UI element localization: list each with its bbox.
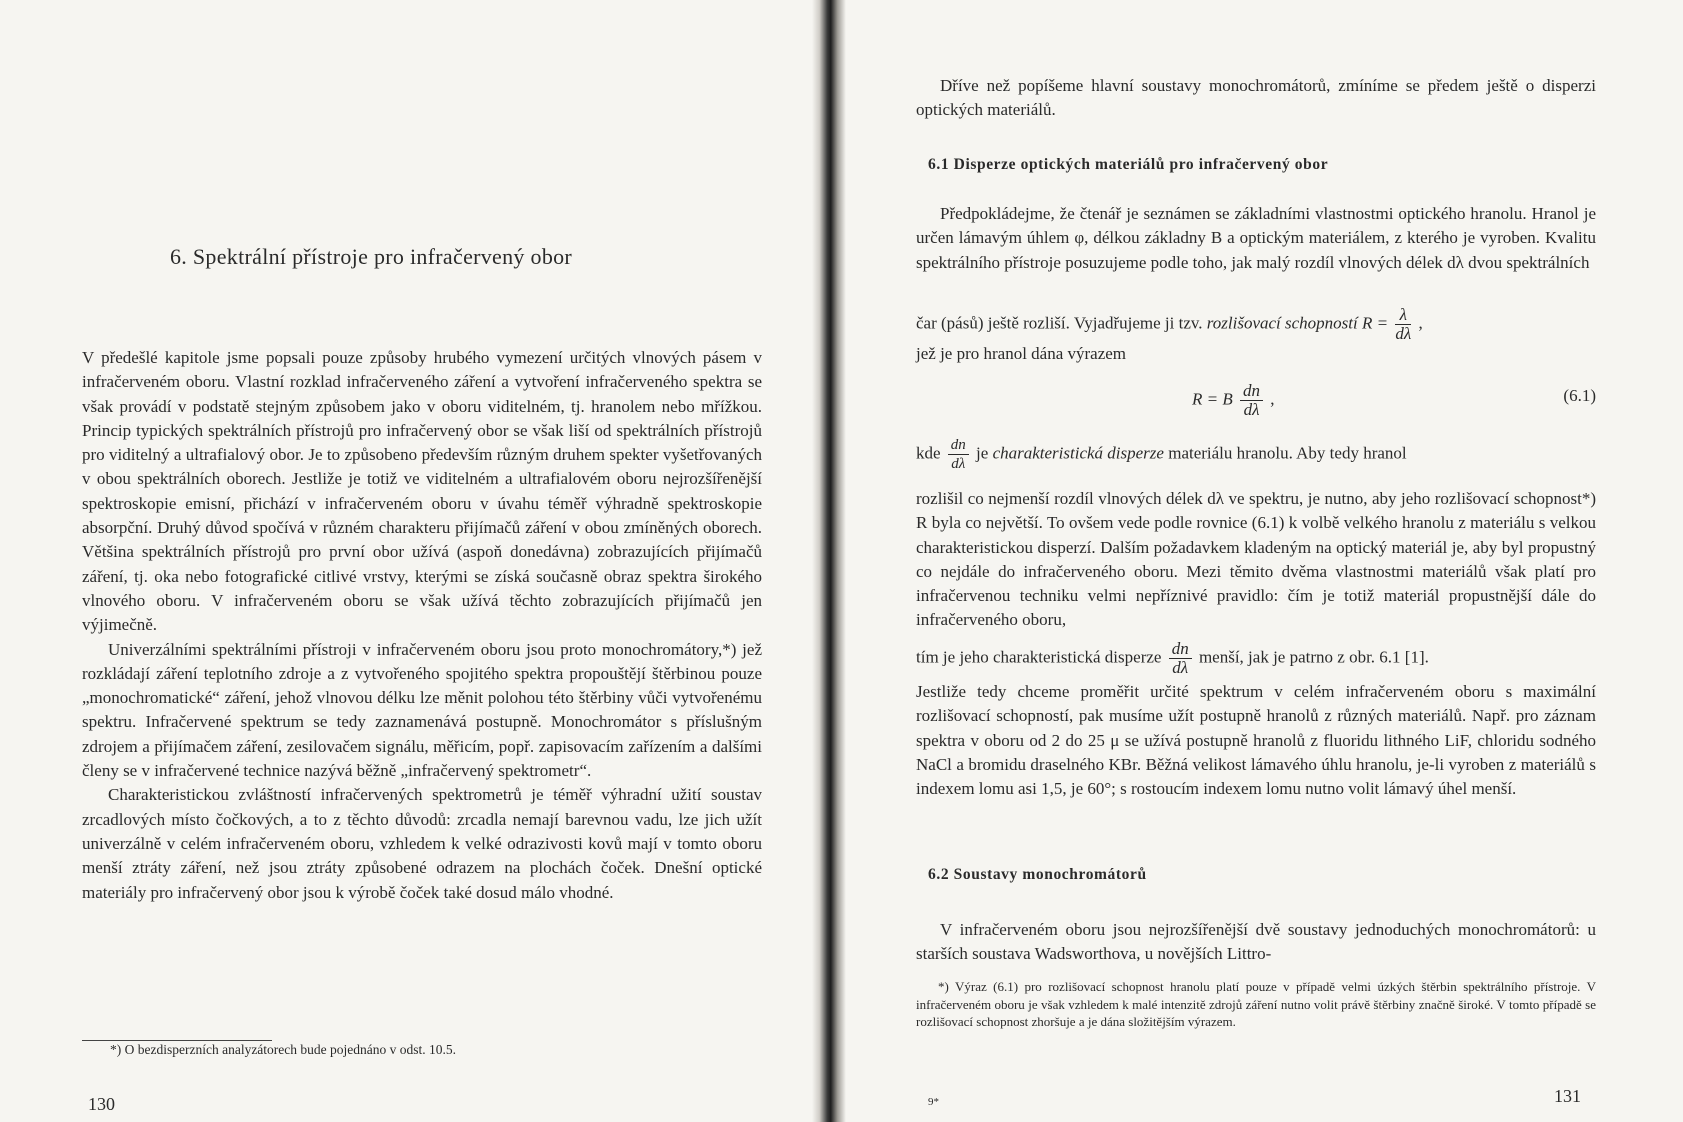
page-number-left: 130 bbox=[88, 1094, 115, 1114]
kde-je: je bbox=[976, 443, 989, 463]
resolving-text: čar (pásů) ještě rozliší. Vyjadřujeme ji tzv. bbox=[916, 313, 1203, 333]
lambda-num: λ bbox=[1395, 306, 1411, 325]
footnote-rule bbox=[82, 1040, 272, 1041]
right-paragraph-3: V infračerveném oboru jsou nejrozšířenější dvě soustavy jednoduchých monochromátorů: u starších soustava Wadsworthova, u novějších Littro- bbox=[916, 920, 1596, 964]
equation-lhs: R = B bbox=[1192, 389, 1233, 409]
resolving-term: rozlišovací schopností bbox=[1206, 313, 1358, 333]
kde-word: kde bbox=[916, 443, 941, 463]
resolving-power-line bbox=[916, 306, 1596, 343]
dn-den: dλ bbox=[1243, 400, 1260, 419]
lambda-den: dλ bbox=[1395, 324, 1412, 343]
dispersion-num: dn bbox=[1169, 640, 1192, 659]
kde-rest: materiálu hranolu. Aby tedy hranol bbox=[1168, 443, 1407, 463]
right-page bbox=[836, 0, 1683, 1122]
kde-body bbox=[916, 436, 1596, 473]
right-footnote: *) Výraz (6.1) pro rozlišovací schopnost hranolu platí pouze v případě velmi úzkých štěrbin spektrálního přístroje. V infračerveném oboru je však vzhledem k malé intenzitě zdrojů záření nutno volit právě štěrbiny značně široké. V tomto případě se rozlišovací schopnost zhoršuje a je dána složitějším výrazem. bbox=[916, 979, 1596, 1029]
left-paragraph-1: V předešlé kapitole jsme popsali pouze způsoby hrubého vymezení určitých vlnových pásem v infračerveném oboru. Vlastní rozklad infračerveného záření a vytvoření infračerveného spektra se však provádí v podstatě stejným způsobem jako v oboru viditelném, tj. hranolem nebo mřížkou. Princip typických spektrálních přístrojů pro infračervený obor se však liší od spektrálních přístrojů pro viditelný a ultrafialový obor. Je to způsobeno především různým druhem spekter vyšetřovaných v obou spektrálních oborech. Jestliže je totiž ve viditelném a ultrafialovém oboru nejrozšířenější spektroskopie emisní, přichází v infračerveném oboru v úvahu téměř výhradně spektroskopie absorpční. Druhý důvod spočívá v různém charakteru přijímačů záření v obou zmíněných oborech. Většina spektrálních přístrojů pro první obor užívá (aspoň donedávna) zobrazujících přijímačů záření, tj. oka nebo fotografické citlivé vrstvy, kterými se získá současně obraz spektra širokého vlnového oboru. V infračerveném oboru se však užívá těchto zobrazujících přijímačů jen výjimečně. bbox=[82, 348, 762, 635]
kde-dn-den: dλ bbox=[951, 456, 966, 472]
lambda-fraction bbox=[1395, 306, 1411, 343]
chapter-title: 6. Spektrální přístroje pro infračervený obor bbox=[170, 244, 573, 269]
section-6-2-title: 6.2 Soustavy monochromátorů bbox=[928, 866, 1147, 883]
dn-num: dn bbox=[1240, 382, 1263, 401]
equation-comma: , bbox=[1270, 389, 1275, 409]
resolving-comma: , bbox=[1418, 313, 1423, 333]
right-paragraph-1: Předpokládejme, že čtenář je seznámen se základními vlastnostmi optického hranolu. Hranol je určen lámavým úhlem φ, délkou základny B a optickým materiálem, z kterého je vyroben. Kvalitu spektrálního přístroje posuzujeme podle toho, jak malý rozdíl vlnových délek dλ dvou spektrálních bbox=[916, 204, 1596, 272]
dn-fraction bbox=[1240, 382, 1263, 419]
right-intro: Dříve než popíšeme hlavní soustavy monochromátorů, zmíníme se předem ještě o disperzi optických materiálů. bbox=[916, 76, 1596, 120]
left-paragraph-3: Charakteristickou zvláštností infračervených spektrometrů je téměř výhradní užití soustav zrcadlových místo čočkových, a to z těchto důvodů: zrcadla nemají barevnou vadu, lze jich užít univerzálně v celém infračerveném oboru, vzhledem k velké odrazivosti kovů mají v tomto oboru menší ztráty záření, než jsou ztráty způsobené odrazem na plochách čoček. Dnešní optické materiály pro infračervený obor jsou k výrobě čoček také dosud málo vhodné. bbox=[82, 785, 762, 902]
signature-mark: 9* bbox=[928, 1096, 939, 1108]
left-page bbox=[0, 0, 826, 1122]
left-footnote: *) O bezdisperzních analyzátorech bude pojednáno v odst. 10.5. bbox=[110, 1042, 457, 1057]
equation-number: (6.1) bbox=[1563, 386, 1596, 405]
right-paragraph-2a: rozlišil co nejmenší rozdíl vlnových délek dλ ve spektru, je nutno, aby jeho rozlišovací schopnost*) R byla co největší. To ovšem vede podle rovnice (6.1) k volbě velkého hranolu z materiálu s velkou charakteristickou disperzí. Dalším požadavkem kladeným na optický materiál je, aby byl propustný co nejdále do infračerveného oboru. Mezi těmito dvěma vlastnostmi materiálů však platí pro infračervenou techniku velmi nepříznivé pravidlo: čím je totiž materiál propustnější dále do infračerveného oboru, bbox=[916, 489, 1596, 630]
dispersion-text-a: tím je jeho charakteristická disperze bbox=[916, 647, 1162, 667]
dispersion-den: dλ bbox=[1172, 658, 1189, 677]
equation-6-1 bbox=[916, 372, 1596, 419]
kde-dn-num: dn bbox=[948, 436, 969, 455]
section-6-1-title: 6.1 Disperze optických materiálů pro infračervený obor bbox=[928, 156, 1329, 173]
prism-line: jež je pro hranol dána výrazem bbox=[916, 344, 1127, 363]
equation-body bbox=[1192, 382, 1275, 419]
page-number-right: 131 bbox=[1554, 1086, 1581, 1106]
dispersion-fraction bbox=[1169, 640, 1192, 677]
resolving-r: R = bbox=[1362, 313, 1389, 333]
dispersion-text-b: menší, jak je patrno z obr. 6.1 [1]. bbox=[1198, 647, 1429, 667]
characteristic-dispersion-term: charakteristická disperze bbox=[992, 443, 1164, 463]
left-body-text bbox=[82, 346, 762, 905]
left-paragraph-2: Univerzálními spektrálními přístroji v infračerveném oboru jsou proto monochromátory,*) jež rozkládají záření teplotního zdroje a z vytvořeného spojitého spektra propouštějí štěrbinou pouze „monochromatické“ záření, jehož vlnovou délku lze měnit polohou této štěrbiny vůči vytvořenému spektru. Infračervené spektrum se tedy zaznamenává postupně. Monochromátor s příslušným zdrojem a přijímačem záření, zesilovačem signálu, měřicím, popř. zapisovacím zařízením a dalšími členy se v infračervené technice nazývá běžně „infračervený spektrometr“. bbox=[82, 639, 762, 781]
right-paragraph-2b: Jestliže tedy chceme proměřit určité spektrum v celém infračerveném oboru s maximální rozlišovací schopností, pak musíme užít postupně hranolů z různých materiálů. Např. pro záznam spektra v oboru od 2 do 25 μ se užívá postupně hranolů z fluoridu lithného LiF, chloridu sodného NaCl a bromidu draselného KBr. Běžná velikost lámavého úhlu hranolu, je-li vyroben z materiálů s indexem lomu asi 1,5, je 60°; s rostoucím indexem lomu nutno volit lámavý úhel menší. bbox=[916, 682, 1596, 799]
kde-dn-fraction bbox=[948, 436, 969, 473]
book-gutter bbox=[812, 0, 846, 1122]
dispersion-line bbox=[916, 640, 1596, 677]
